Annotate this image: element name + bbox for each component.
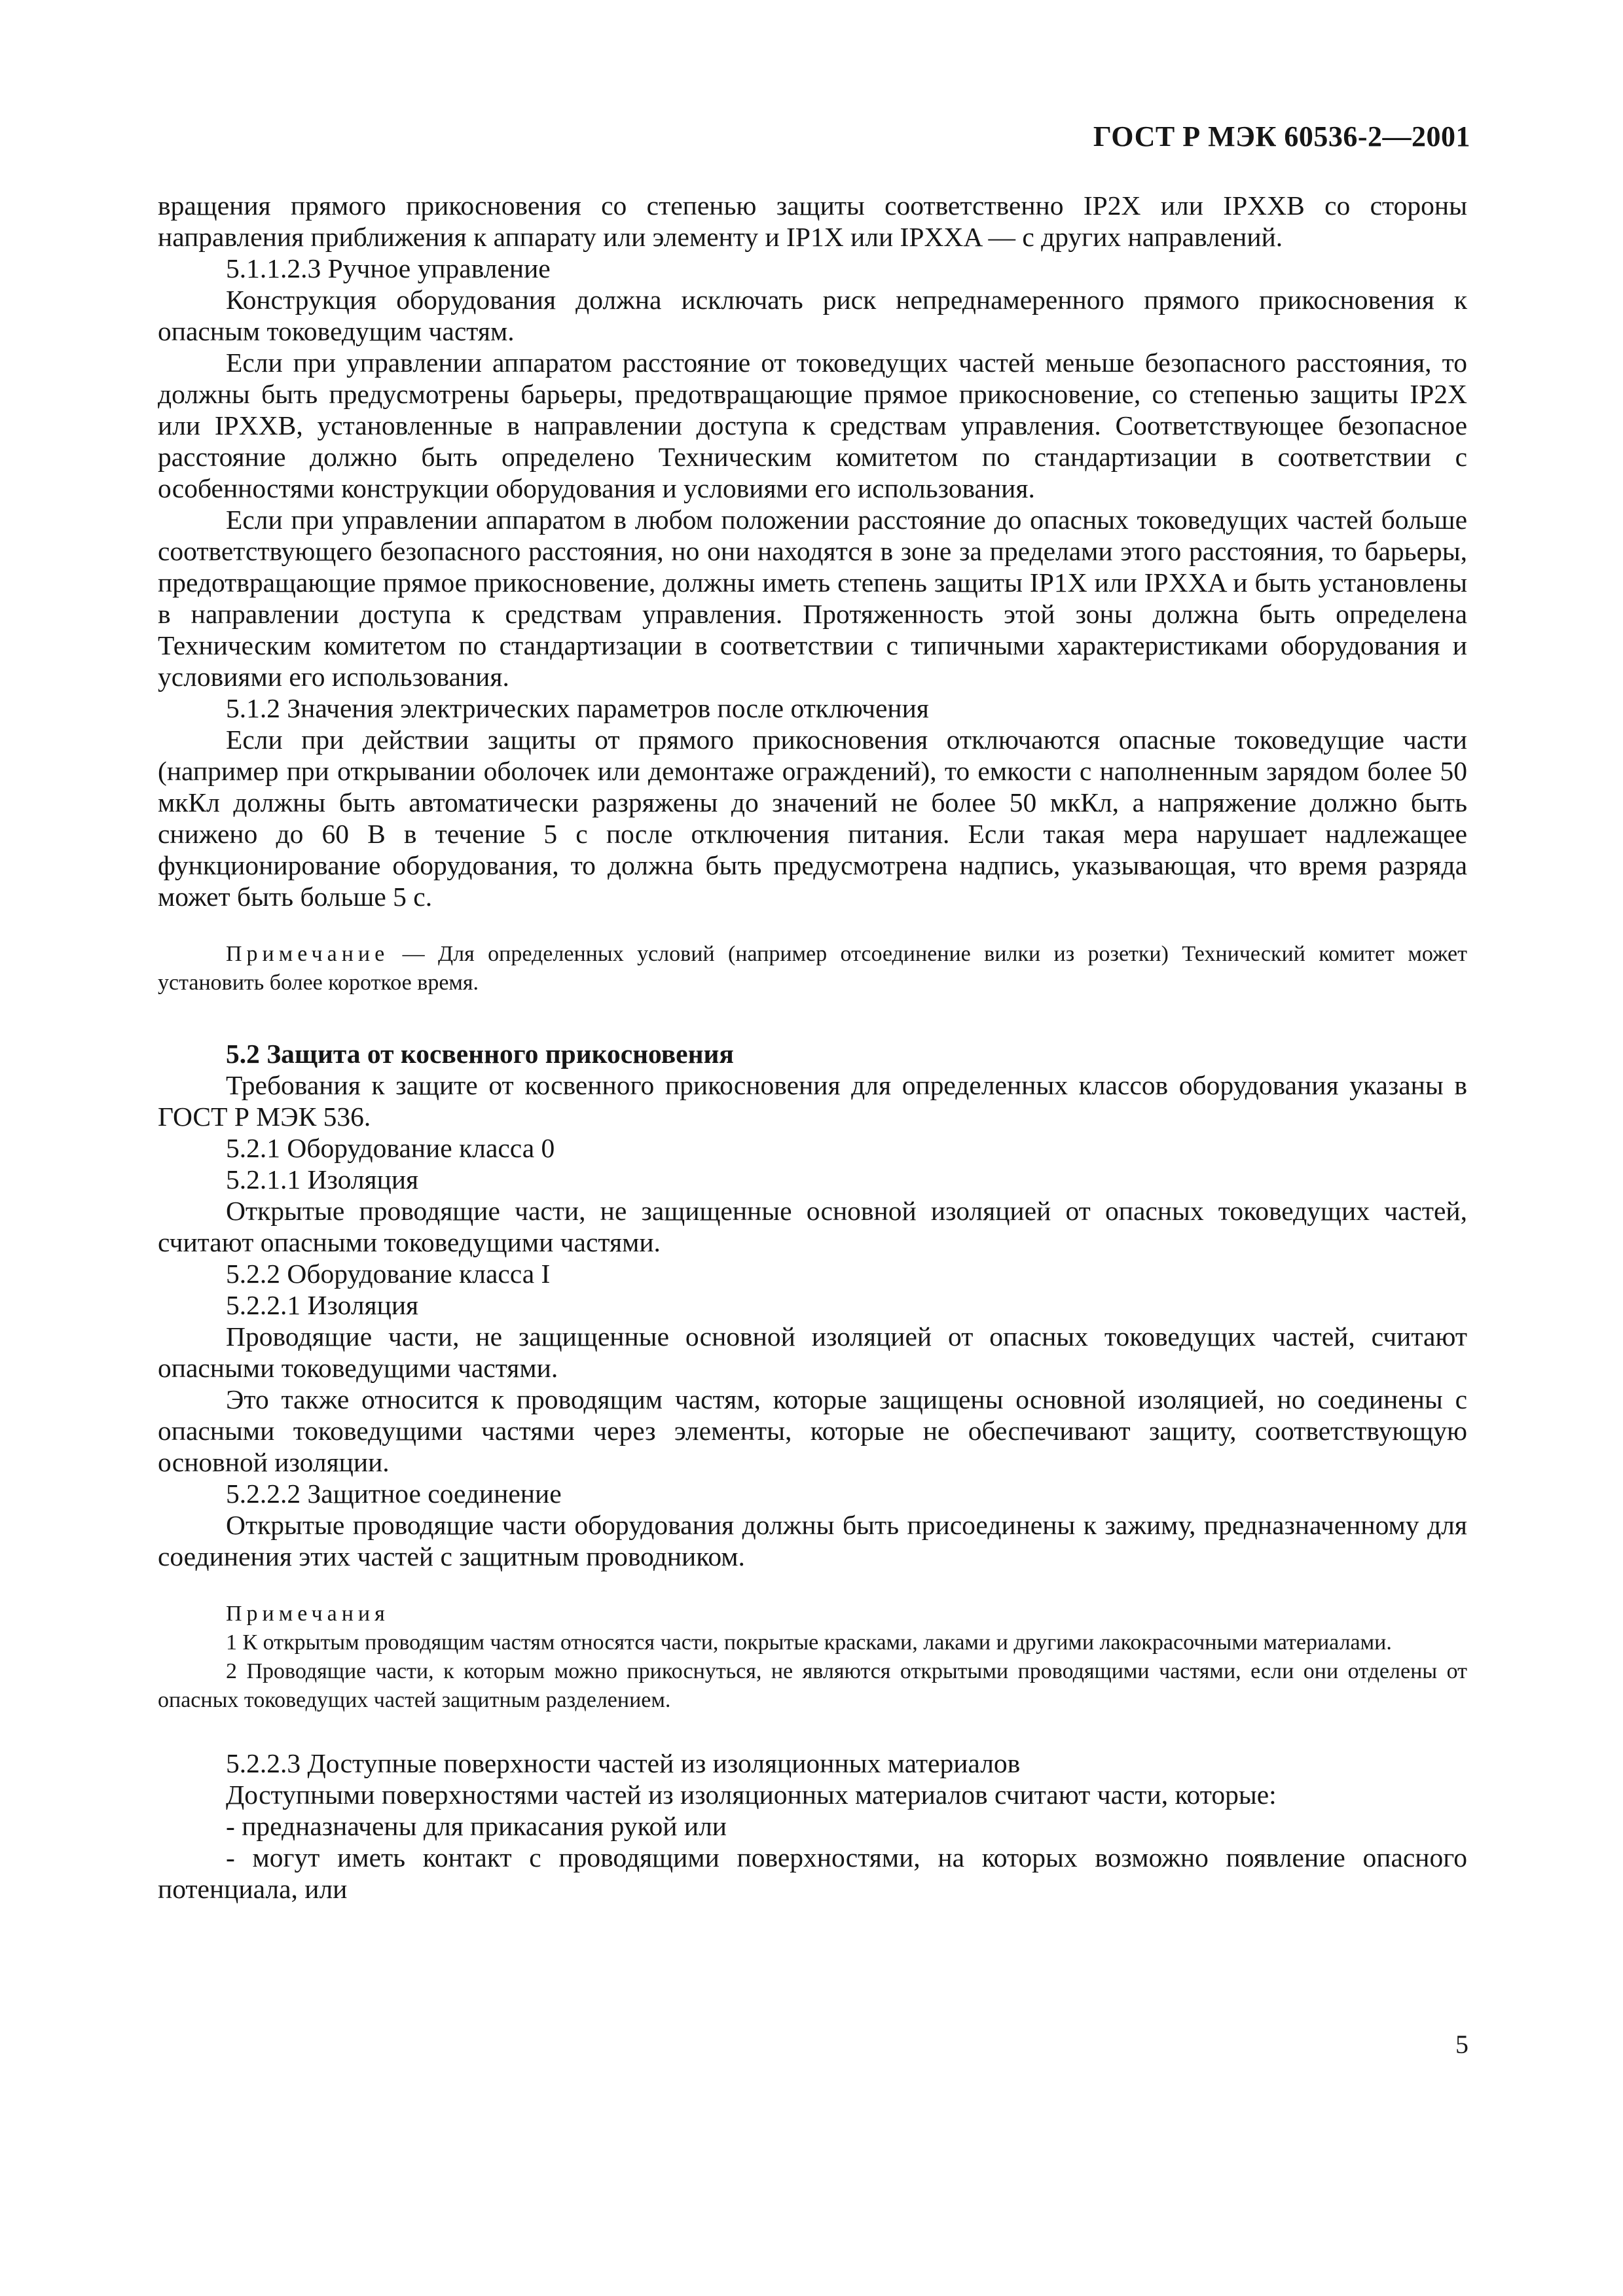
note-text: — Для определенных условий (например отсоединение вилки из розетки) Технический комитет может установить более короткое время. xyxy=(158,942,1467,995)
page-number: 5 xyxy=(1455,2030,1468,2059)
note-item: 2 Проводящие части, к которым можно прикоснуться, не являются открытыми проводящими частями, если они отделены от опасных токоведущих частей защитным разделением. xyxy=(158,1659,1467,1712)
clause-heading-5-2-1: 5.2.1 Оборудование класса 0 xyxy=(226,1133,555,1163)
paragraph-continuation: вращения прямого прикосновения со степенью защиты соответственно IP2X или IPXXB со стороны направления приближения к аппарату или элементу и IP1X или IPXXA — с других направлений. xyxy=(158,190,1467,252)
paragraph: Если при действии защиты от прямого прикосновения отключаются опасные токоведущие части (например при открывании оболочек или демонтаже ограждений), то емкости с наполненным зарядом более 50 мкКл должны быть автоматически разряжены до значений не более 50 мкКл, а напряжение должно быть снижено до 60 В в течение 5 с после отключения питания. Если такая мера нарушает надлежащее функционирование оборудования, то должна быть предусмотрена надпись, указывающая, что время разряда может быть больше 5 с. xyxy=(158,725,1467,912)
clause-heading-5-2-2-3: 5.2.2.3 Доступные поверхности частей из изоляционных материалов xyxy=(226,1748,1021,1778)
section-heading-5-2: 5.2 Защита от косвенного прикосновения xyxy=(226,1039,734,1069)
clause-heading-5-2-2: 5.2.2 Оборудование класса I xyxy=(226,1259,551,1289)
paragraph: Проводящие части, не защищенные основной изоляцией от опасных токоведущих частей, считают опасными токоведущими частями. xyxy=(158,1321,1467,1383)
page-body xyxy=(158,190,1467,1905)
paragraph: Открытые проводящие части, не защищенные основной изоляцией от опасных токоведущих частей, считают опасными токоведущими частями. xyxy=(158,1196,1467,1257)
clause-heading-5-2-2-2: 5.2.2.2 Защитное соединение xyxy=(226,1479,562,1509)
clause-heading-5-2-2-1: 5.2.2.1 Изоляция xyxy=(226,1290,419,1320)
note-item: 1 К открытым проводящим частям относятся части, покрытые красками, лаками и другими лакокрасочными материалами. xyxy=(226,1630,1392,1655)
paragraph: Конструкция оборудования должна исключать риск непреднамеренного прямого прикосновения к опасным токоведущим частям. xyxy=(158,285,1467,346)
list-item: - предназначены для прикасания рукой или xyxy=(226,1811,727,1841)
clause-heading-5-1-1-2-3: 5.1.1.2.3 Ручное управление xyxy=(226,253,551,283)
list-item: - могут иметь контакт с проводящими поверхностями, на которых возможно появление опасного потенциала, или xyxy=(158,1842,1467,1904)
clause-heading-5-1-2: 5.1.2 Значения электрических параметров после отключения xyxy=(226,693,929,723)
clause-heading-5-2-1-1: 5.2.1.1 Изоляция xyxy=(226,1164,419,1194)
paragraph: Если при управлении аппаратом в любом положении расстояние до опасных токоведущих частей больше соответствующего безопасного расстояния, но они находятся в зоне за пределами этого расстояния, то барьеры, предотвращающие прямое прикосновение, должны иметь степень защиты IP1X или IPXXA и быть установлены в направлении доступа к средствам управления. Протяженность этой зоны должна быть определена Техническим комитетом по стандартизации в соответствии с типичными характеристиками оборудования и условиями его использования. xyxy=(158,505,1467,692)
note-label: Примечание xyxy=(226,942,390,966)
document-header: ГОСТ Р МЭК 60536-2—2001 xyxy=(1093,120,1470,152)
paragraph: Если при управлении аппаратом расстояние от токоведущих частей меньше безопасного расстояния, то должны быть предусмотрены барьеры, предотвращающие прямое прикосновение, со степенью защиты IP2X или IPXXB, установленные в направлении доступа к средствам управления. Соответствующее безопасное расстояние должно быть определено Техническим комитетом по стандартизации в соответствии с особенностями конструкции оборудования и условиями его использования. xyxy=(158,348,1467,503)
note xyxy=(158,940,1467,997)
notes-label: Примечания xyxy=(226,1602,390,1626)
paragraph: Требования к защите от косвенного прикосновения для определенных классов оборудования указаны в ГОСТ Р МЭК 536. xyxy=(158,1070,1467,1132)
paragraph: Открытые проводящие части оборудования должны быть присоединены к зажиму, предназначенному для соединения этих частей с защитным проводником. xyxy=(158,1510,1467,1571)
paragraph: Доступными поверхностями частей из изоляционных материалов считают части, которые: xyxy=(226,1780,1277,1810)
paragraph: Это также относится к проводящим частям, которые защищены основной изоляцией, но соединены с опасными токоведущими частями через элементы, которые не обеспечивают защиту, соответствующую основной изоляции. xyxy=(158,1384,1467,1477)
